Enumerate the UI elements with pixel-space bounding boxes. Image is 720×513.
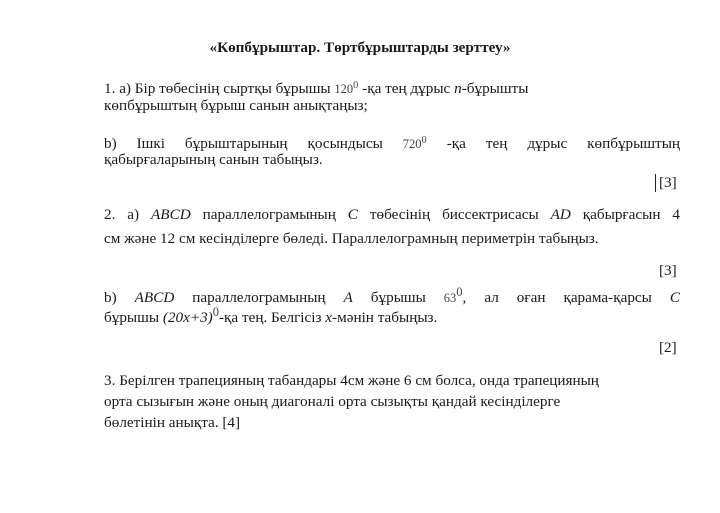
- q2b-text-1: параллелограмының: [192, 289, 326, 307]
- q2b-expression: (20x+3): [162, 309, 213, 327]
- q3-line-2: орта сызығын және оның диагоналі орта сызықты қандай кесінділерге: [104, 393, 561, 410]
- q2b-vertex-a: A: [343, 289, 353, 307]
- q2a-vertex-c: C: [347, 206, 358, 223]
- q1b-text-post: -қа тең дұрыс көпбұрыштың: [446, 135, 681, 153]
- q1a-line-2: көпбұрыштың бұрыш санын анықтаңыз;: [104, 97, 368, 114]
- page-title: «Көпбұрыштар. Төртбұрыштарды зерттеу»: [209, 39, 511, 56]
- q2a-side-ad: AD: [550, 206, 571, 223]
- text-cursor-bar: [655, 174, 656, 192]
- q1a-line-1: [104, 77, 528, 98]
- q2a-prefix: 2. а): [104, 206, 140, 223]
- q2b-prefix: b): [104, 289, 117, 307]
- q2a-abcd: ABCD: [151, 206, 191, 223]
- q2b-vertex-c: C: [669, 289, 680, 307]
- q2b-text-l2-pre: бұрышы: [104, 309, 160, 327]
- q3-line-3: бөлетінін анықта. [4]: [104, 414, 241, 431]
- q2b-angle: $63^0$, ал оған қарама-қарсы: [443, 285, 652, 307]
- q1b-angle: $720^0$: [402, 135, 427, 152]
- q1a-text-end: -бұрышты: [461, 80, 529, 98]
- q2b-abcd: ABCD: [134, 289, 175, 307]
- q1a-var-n: n: [454, 80, 462, 98]
- q1b-line-2: қабырғаларының санын табыңыз.: [104, 151, 323, 168]
- q2b-mark: [2]: [659, 339, 677, 356]
- q1b-line-1: [104, 132, 680, 153]
- q1a-text-pre: 1. а) Бір төбесінің сыртқы бұрышы: [104, 80, 331, 98]
- q2a-line-2: см және 12 см кесінділерге бөледі. Параллелограмның периметрін табыңыз.: [104, 230, 599, 247]
- q1a-angle: $120^0$: [334, 80, 359, 97]
- q2a-text-3: қабырғасын 4: [582, 206, 680, 223]
- q2a-line-1: [104, 206, 680, 224]
- q2b-text-2: бұрышы: [370, 289, 426, 307]
- q2b-line-2: бұрышы $(20x+3)^0-қа$ тең. Белгісіз x-мәнін табыңыз.: [104, 305, 438, 327]
- q3-line-1: 3. Берілген трапецияның табандары 4см және 6 см болса, онда трапецияның: [104, 372, 599, 389]
- q2a-mark: [3]: [659, 262, 677, 279]
- q1b-text-pre: b) Ішкі бұрыштарының қосындысы: [104, 135, 383, 153]
- q2a-text-1: параллелограмының: [202, 206, 336, 223]
- q2a-text-2: төбесінің биссектрисасы: [369, 206, 539, 223]
- q2b-text-l2-end: -мәнін табыңыз.: [332, 309, 438, 327]
- q2b-text-l2-mid: -қа тең. Белгісіз: [218, 309, 322, 327]
- q1-mark: [3]: [659, 174, 677, 191]
- q1a-text-post: -қа тең дұрыс: [362, 80, 451, 98]
- q2b-var-x: x: [325, 309, 333, 327]
